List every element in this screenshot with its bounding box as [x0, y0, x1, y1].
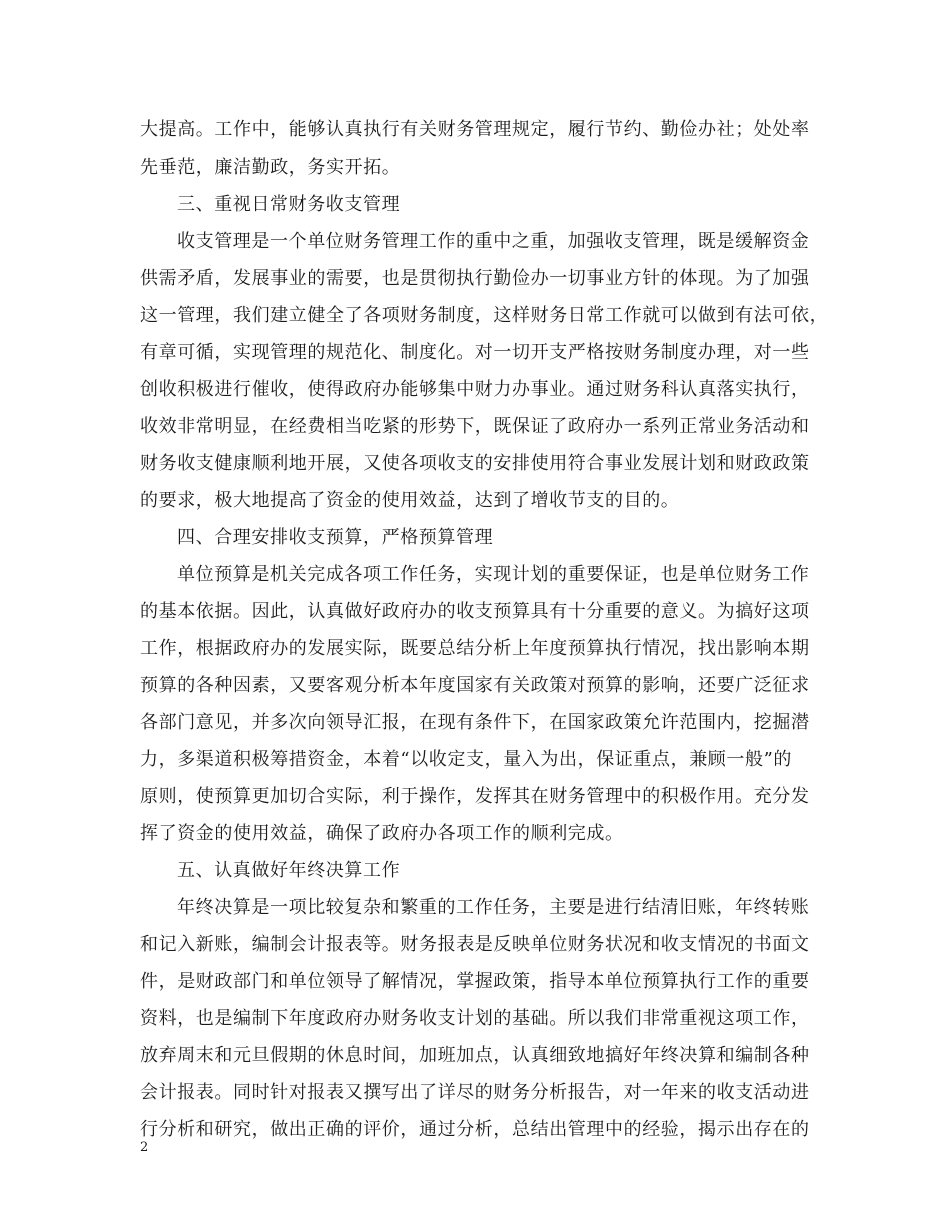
text-line: 先垂范，廉洁勤政，务实开拓。 [140, 157, 401, 178]
text-line: 挥了资金的使用效益，确保了政府办各项工作的顺利完成。 [140, 823, 624, 844]
text-line: 和记入新账，编制会计报表等。财务报表是反映单位财务状况和收支情况的书面文 [140, 934, 810, 955]
text-line: 供需矛盾，发展事业的需要，也是贯彻执行勤俭办一切事业方针的体现。为了加强 [140, 268, 810, 289]
text-line: 这一管理，我们建立健全了各项财务制度，这样财务日常工作就可以做到有法可依， [140, 305, 829, 326]
text-line: 预算的各种因素，又要客观分析本年度国家有关政策对预算的影响，还要广泛征求 [140, 675, 810, 696]
text-line: 原则，使预算更加切合实际，利于操作，发挥其在财务管理中的积极作用。充分发 [140, 786, 810, 807]
text-line: 各部门意见，并多次向领导汇报，在现有条件下，在国家政策允许范围内，挖掘潜 [140, 712, 810, 733]
text-line: 年终决算是一项比较复杂和繁重的工作任务，主要是进行结清旧账，年终转账 [177, 897, 810, 918]
text-line: 收支管理是一个单位财务管理工作的重中之重，加强收支管理，既是缓解资金 [177, 231, 810, 252]
section-heading-5: 五、认真做好年终决算工作 [177, 860, 401, 881]
section-heading-4: 四、合理安排收支预算，严格预算管理 [177, 527, 494, 548]
text-line: 大提高。工作中，能够认真执行有关财务管理规定，履行节约、勤俭办社；处处率 [140, 119, 810, 140]
text-line: 单位预算是机关完成各项工作任务，实现计划的重要保证，也是单位财务工作 [177, 564, 810, 585]
text-line: 创收积极进行催收，使得政府办能够集中财力办事业。通过财务科认真落实执行， [140, 379, 810, 400]
text-line: 件，是财政部门和单位领导了解情况，掌握政策，指导本单位预算执行工作的重要 [140, 971, 810, 992]
text-line: 工作，根据政府办的发展实际，既要总结分析上年度预算执行情况，找出影响本期 [140, 638, 810, 659]
text-line: 收效非常明显，在经费相当吃紧的形势下，既保证了政府办一系列正常业务活动和 [140, 416, 810, 437]
text-line: 有章可循，实现管理的规范化、制度化。对一切开支严格按财务制度办理，对一些 [140, 342, 810, 363]
section-heading-3: 三、重视日常财务收支管理 [177, 194, 401, 215]
text-line: 的要求，极大地提高了资金的使用效益，达到了增收节支的目的。 [140, 490, 680, 511]
text-line: 的基本依据。因此，认真做好政府办的收支预算具有十分重要的意义。为搞好这项 [140, 601, 810, 622]
text-line: 财务收支健康顺利地开展，又使各项收支的安排使用符合事业发展计划和财政政策 [140, 453, 810, 474]
text-line: 力，多渠道积极筹措资金，本着“以收定支，量入为出，保证重点，兼顾一般”的 [140, 749, 793, 770]
text-line: 放弃周末和元旦假期的休息时间，加班加点，认真细致地搞好年终决算和编制各种 [140, 1045, 810, 1066]
text-line: 行分析和研究，做出正确的评价，通过分析，总结出管理中的经验，揭示出存在的 [140, 1119, 810, 1140]
text-line: 资料，也是编制下年度政府办财务收支计划的基础。所以我们非常重视这项工作， [140, 1008, 810, 1029]
page-number: 2 [140, 1140, 149, 1155]
text-line: 会计报表。同时针对报表又撰写出了详尽的财务分析报告，对一年来的收支活动进 [140, 1082, 810, 1103]
